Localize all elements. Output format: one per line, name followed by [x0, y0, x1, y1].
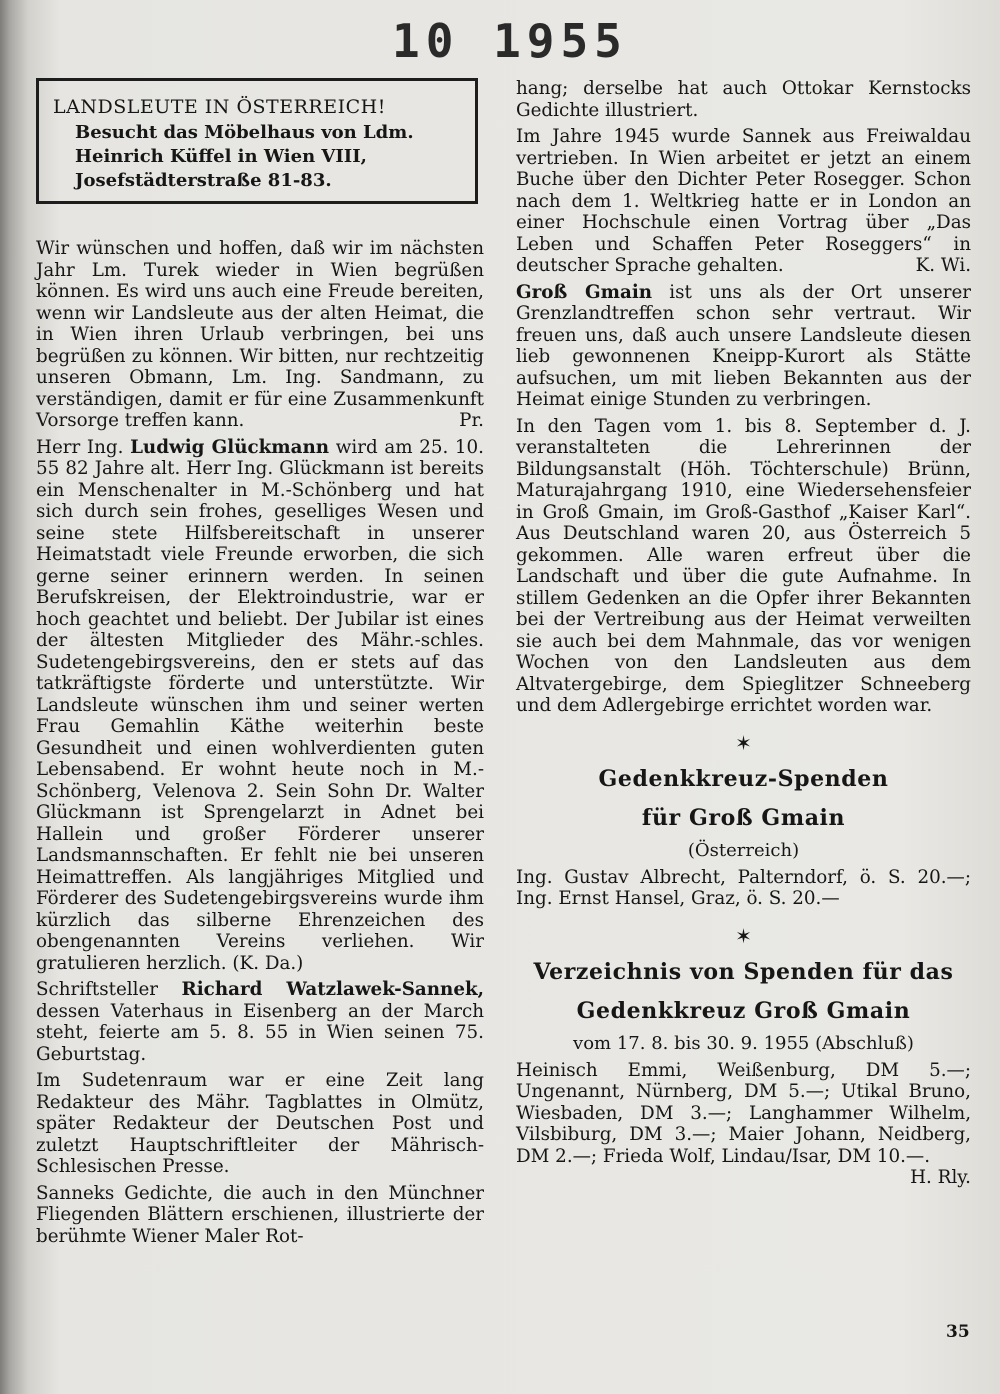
- ad-body: Besucht das Möbelhaus von Ldm. Heinrich Küffel in Wien VIII, Josefstädterstraße 81-83.: [75, 122, 414, 191]
- article-paragraph: Im Sudetenraum war er eine Zeit lang Redakteur des Mähr. Tagblattes in Olmütz, später Redakteur der Deutschen Post und zuletzt Hauptschriftleiter der Mährisch-Schlesischen Presse.: [36, 1070, 484, 1177]
- article-paragraph: [516, 126, 971, 277]
- section-heading: Gedenkkreuz-Spenden: [598, 766, 889, 792]
- star-divider-icon: ✶: [735, 923, 752, 948]
- section-subtitle: (Österreich): [687, 840, 800, 861]
- article-paragraph: [36, 238, 484, 432]
- paragraph-text: wird am 25. 10. 55 82 Jahre alt. Herr Ing. Glückmann ist bereits ein Menschenalter in M.-Schönberg und hat sich durch sein frohes, geselliges Wesen und seine stete Hilfsbereitschaft in unserer Heimatstadt viele Freunde erworben, die sich gerne seiner erinnern werden. In seinen Berufskreisen, der Elektroindustrie, war er hoch geachtet und beliebt. Der Jubilar ist eines der ältesten Mitglieder des Mähr.-schles. Sudetengebirgsvereins, den er stets auf das tatkräftigste förderte und unterstützte. Wir Landsleute wünschen ihm und seiner werten Frau Gemahlin Käthe weiterhin beste Gesundheit und einen wohlverdienten guten Lebensabend. Er wohnt heute noch in M.-Schönberg, Velenova 2. Sein Sohn Dr. Walter Glückmann ist Sprengelarzt in Adnet bei Hallein und großer Förderer unserer Landsmannschaften. Er fehlt nie bei unseren Heimattreffen. Als langjähriges Mitglied und Förderer des Sudetengebirgsvereins wurde ihm kürzlich das silberne Ehrenzeichen des obengenannten Vereins verliehen. Wir gratulieren herzlich. (K. Da.): [36, 436, 484, 974]
- place-name: Groß Gmain: [516, 281, 653, 303]
- article-paragraph: [36, 979, 484, 1065]
- article-paragraph: [516, 282, 971, 411]
- date-stamp: 10 1955: [392, 14, 628, 68]
- paragraph-text: dessen Vaterhaus in Eisenberg an der March steht, feierte am 5. 8. 55 in Wien seinen 75. Geburtstag.: [36, 1000, 484, 1065]
- author-signature: K. Wi.: [915, 255, 971, 276]
- article-paragraph: hang; derselbe hat auch Ottokar Kernstocks Gedichte illustriert.: [516, 78, 971, 121]
- person-name: Richard Watzlawek-Sannek,: [181, 979, 484, 1000]
- donor-list: [516, 1059, 971, 1188]
- star-divider-icon: ✶: [735, 730, 752, 755]
- left-column: [36, 238, 484, 1252]
- section-subtitle: vom 17. 8. bis 30. 9. 1955 (Abschluß): [573, 1033, 914, 1054]
- paragraph-text: Im Jahre 1945 wurde Sannek aus Freiwaldau vertrieben. In Wien arbeitet er jetzt an einem Buche über den Dichter Peter Rosegger. Schon nach dem 1. Weltkrieg hatte er in London an einer Hochschule einen Vortrag über „Das Leben und Schaffen Peter Roseggers“ in deutscher Sprache gehalten.: [516, 126, 971, 276]
- article-paragraph: [36, 437, 484, 975]
- paragraph-text: ist uns als der Ort unserer Grenzlandtreffen schon sehr vertraut. Wir freuen uns, daß auch unsere Landsleute diesen lieb gewonnenen Kneipp-Kurort als Stätte aufsuchen, um mit lieben Bekannten aus der Heimat einige Stunden zu verbringen.: [516, 281, 971, 410]
- right-column: [516, 78, 971, 1189]
- person-name: Ludwig Glückmann: [130, 436, 330, 458]
- section-heading: für Groß Gmain: [641, 805, 846, 831]
- paragraph-text: Heinisch Emmi, Weißenburg, DM 5.—; Ungenannt, Nürnberg, DM 5.—; Utikal Bruno, Wiesbaden, DM 3.—; Langhammer Wilhelm, Vilsbiburg, DM 3.—; Maier Johann, Neidberg, DM 2.—; Frieda Wolf, Lindau/Isar, DM 10.—.: [516, 1059, 971, 1167]
- article-paragraph: Sanneks Gedichte, die auch in den Münchner Fliegenden Blättern erschienen, illustrierte der berühmte Wiener Maler Rot-: [36, 1182, 484, 1247]
- paragraph-text: Schriftsteller: [36, 979, 159, 1000]
- paragraph-text: Herr Ing.: [36, 436, 124, 458]
- author-signature: Pr.: [459, 410, 484, 431]
- page-number: 35: [946, 1322, 970, 1342]
- section-heading: Verzeichnis von Spenden für das: [533, 959, 954, 985]
- author-signature: H. Rly.: [910, 1167, 971, 1188]
- advertisement-box: [36, 78, 478, 204]
- ad-title: LANDSLEUTE IN ÖSTERREICH!: [53, 96, 386, 118]
- donor-list: Ing. Gustav Albrecht, Palterndorf, ö. S. 20.—; Ing. Ernst Hansel, Graz, ö. S. 20.—: [516, 866, 971, 909]
- section-heading: Gedenkkreuz Groß Gmain: [576, 998, 911, 1024]
- article-paragraph: In den Tagen vom 1. bis 8. September d. J. veranstalteten die Lehrerinnen der Bildungsanstalt (Höh. Töchterschule) Brünn, Maturajahrgang 1910, eine Wiedersehensfeier in Groß Gmain, im Groß-Gasthof „Kaiser Karl“. Aus Deutschland waren 20, aus Österreich 5 gekommen. Alle waren erfreut über die Landschaft und über die gute Aufnahme. In stillem Gedenken an die Opfer ihrer Bekannten bei der Vertreibung aus der Heimat verweilten sie auch bei dem Mahnmale, das vor wenigen Wochen von den Landsleuten aus dem Altvatergebirge, dem Spieglitzer Schneeberg und dem Adlergebirge errichtet worden war.: [516, 415, 971, 716]
- paragraph-text: Wir wünschen und hoffen, daß wir im nächsten Jahr Lm. Turek wieder in Wien begrüßen können. Es wird uns auch eine Freude bereiten, wenn wir Landsleute aus der alten Heimat, die in Wien ihren Urlaub verbringen, bei uns begrüßen zu können. Wir bitten, nur rechtzeitig unseren Obmann, Lm. Ing. Sandmann, zu verständigen, damit er für eine Zusammenkunft Vorsorge treffen kann.: [36, 238, 484, 431]
